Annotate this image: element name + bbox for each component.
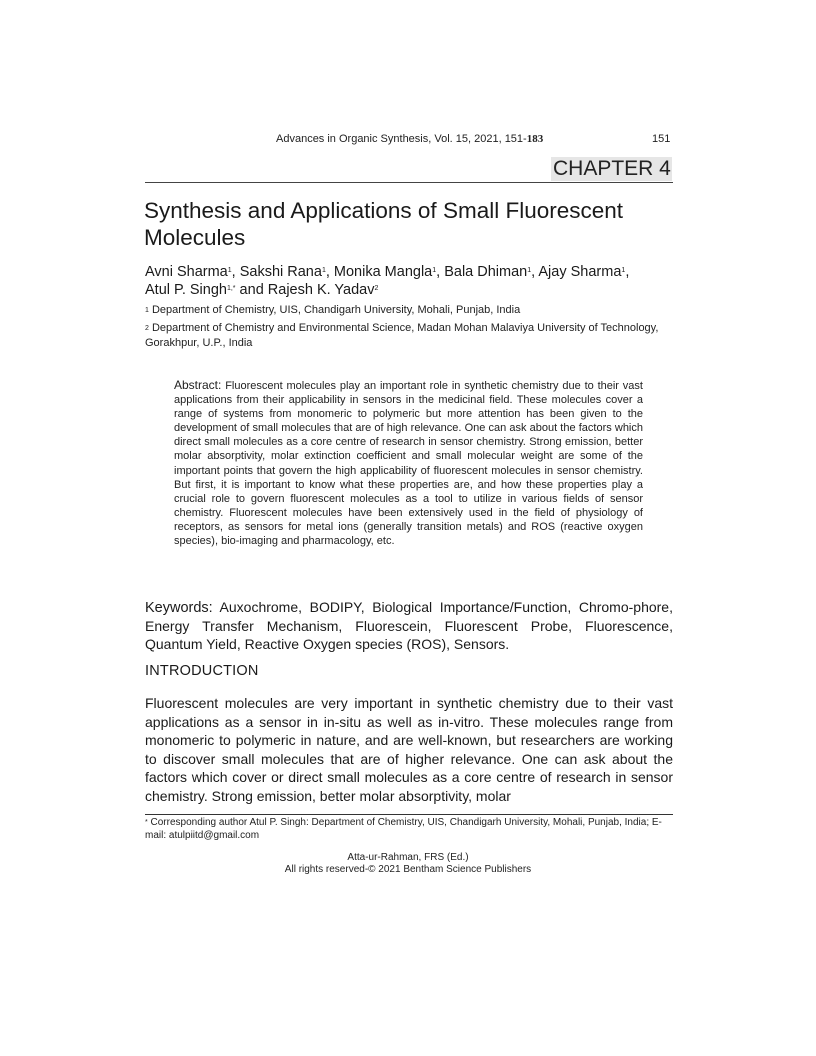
chapter-title: Synthesis and Applications of Small Fluorescent Molecules	[144, 198, 624, 250]
author: Monika Mangla$^1$,	[333, 264, 445, 280]
running-head-end-page: 183	[526, 133, 544, 145]
abstract	[174, 378, 643, 548]
author: Ajay Sharma$^1$,	[538, 264, 630, 280]
chapter-label: CHAPTER 4	[553, 157, 671, 180]
author: Sakshi Rana$^1$,	[239, 264, 334, 280]
affiliation: $^1$ Department of Chemistry, UIS, Chandigarh University, Mohali, Punjab, India	[145, 304, 521, 316]
footnote-rule	[145, 814, 673, 815]
running-head	[276, 133, 543, 145]
author: Avni Sharma$^1$,	[145, 264, 240, 280]
author: Bala Dhiman$^1$,	[444, 264, 539, 280]
footnote: * Corresponding author Atul P. Singh: Department of Chemistry, UIS, Chandigarh University, Mohali, Punjab, India; E-mail: atulpiitd@gmail.com	[145, 817, 662, 841]
author: Rajesh K. Yadav$^2$	[267, 282, 379, 298]
abstract-label: Abstract:	[174, 378, 222, 392]
keywords-text: Auxochrome, BODIPY, Biological Importance/Function, Chromo-phore, Energy Transfer Mechanism, Fluorescein, Fluorescent Probe, Fluorescence, Quantum Yield, Reactive Oxygen species (ROS), Sensors.	[145, 599, 673, 652]
section-heading: INTRODUCTION	[145, 663, 259, 679]
running-head-text: Advances in Organic Synthesis, Vol. 15, 2021, 151-	[276, 133, 527, 145]
affiliation: $^2$ Department of Chemistry and Environmental Science, Madan Mohan Malaviya University of Technology, Gorakhpur, U.P., India	[145, 322, 659, 349]
body-paragraph: Fluorescent molecules are very important in synthetic chemistry due to their vast applications as a sensor in in-situ as well as in-vitro. These molecules range from monomeric to polymeric in nature, and are well-known, but researchers are working to discover small molecules that are of higher relevance. One can ask about the factors which cover or direct small molecules as a core centre of research in sensor chemistry. Strong emission, better molar absorptivity, molar	[145, 695, 673, 804]
abstract-text: Fluorescent molecules play an important role in synthetic chemistry due to their vast applications from their applicability in sensors in the medicinal field. These molecules cover a range of systems from monomeric to polymeric but more attention has been given to the development of small molecules that are of high relevance. One can ask about the factors which direct small molecules as a core centre of research in sensor chemistry. Strong emission, better molar absorptivity, molar extinction coefficient and small molecular weight are some of the important points that govern the high applicability of fluorescent molecules in sensor chemistry. But first, it is important to know what these properties are, and how these properties play a crucial role to govern fluorescent molecules as a tool to utilize in various fields of sensor chemistry. Fluorescent molecules have been extensively used in the field of physiology of receptors, as sensors for metal ions (generally transition metals) and ROS (reactive oxygen species), bio-imaging and pharmacology, etc.	[174, 380, 643, 548]
editor-credit: Atta-ur-Rahman, FRS (Ed.)	[347, 852, 469, 863]
keywords	[145, 598, 673, 653]
author-list	[145, 263, 680, 299]
page-number: 151	[652, 133, 671, 145]
copyright-notice: All rights reserved-© 2021 Bentham Science Publishers	[284, 864, 532, 875]
author: Atul P. Singh$^{1,*}$ and	[145, 282, 268, 298]
keywords-label: Keywords:	[145, 600, 213, 616]
header-rule	[145, 182, 673, 183]
